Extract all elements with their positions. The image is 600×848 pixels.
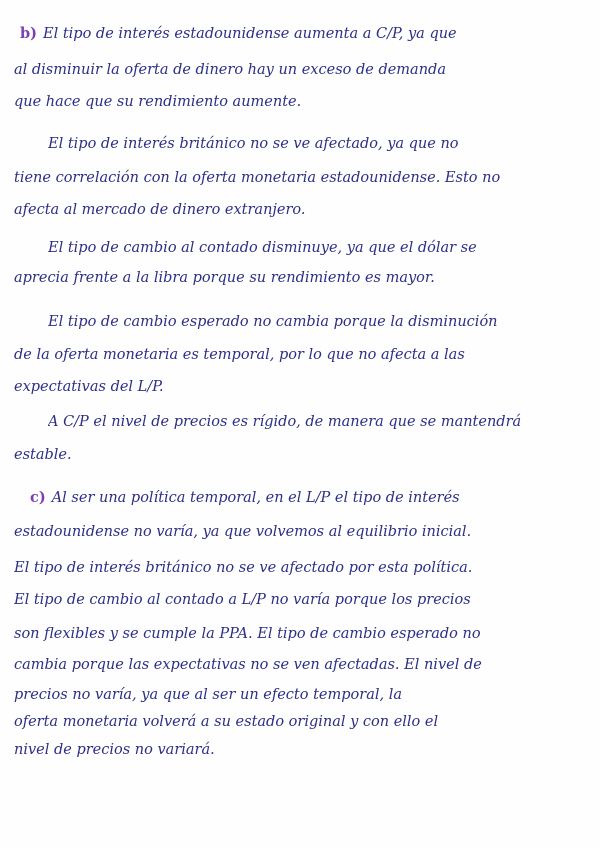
text-line: afecta al mercado de dinero extranjero. [14,202,306,218]
text-line: A C/P el nivel de precios es rígido, de manera que se mantendrá [48,414,522,430]
text-line [20,24,586,44]
text-line [30,488,586,508]
text-line: precios no varía, ya que al ser un efecto temporal, la [14,687,402,703]
line-text: El tipo de interés estadounidense aumenta a C/P, ya que [43,26,457,42]
text-line: El tipo de cambio esperado no cambia porque la disminución [48,314,498,330]
text-line: estadounidense no varía, ya que volvemos al equilibrio inicial. [14,524,472,540]
text-line: El tipo de cambio al contado disminuye, ya que el dólar se [48,240,477,256]
section-marker-b: b) [20,25,37,42]
section-marker-c: c) [30,489,46,506]
text-line: aprecia frente a la libra porque su rendimiento es mayor. [14,270,435,286]
text-line: nivel de precios no variará. [14,742,215,758]
text-line: estable. [14,447,72,463]
text-line: son flexibles y se cumple la PPA. El tipo de cambio esperado no [14,626,481,642]
line-text: Al ser una política temporal, en el L/P el tipo de interés [51,490,460,506]
text-line: El tipo de interés británico no se ve afectado por esta política. [14,560,473,576]
text-line: cambia porque las expectativas no se ven afectadas. El nivel de [14,657,482,673]
text-line: al disminuir la oferta de dinero hay un exceso de demanda [14,62,446,78]
text-line: tiene correlación con la oferta monetaria estadounidense. Esto no [14,170,501,186]
text-line: El tipo de interés británico no se ve afectado, ya que no [48,136,459,152]
text-line: de la oferta monetaria es temporal, por lo que no afecta a las [14,347,465,363]
text-line: expectativas del L/P. [14,379,164,395]
text-line: oferta monetaria volverá a su estado original y con ello el [14,714,439,730]
text-line: que hace que su rendimiento aumente. [14,94,302,110]
text-line: El tipo de cambio al contado a L/P no varía porque los precios [14,592,471,608]
